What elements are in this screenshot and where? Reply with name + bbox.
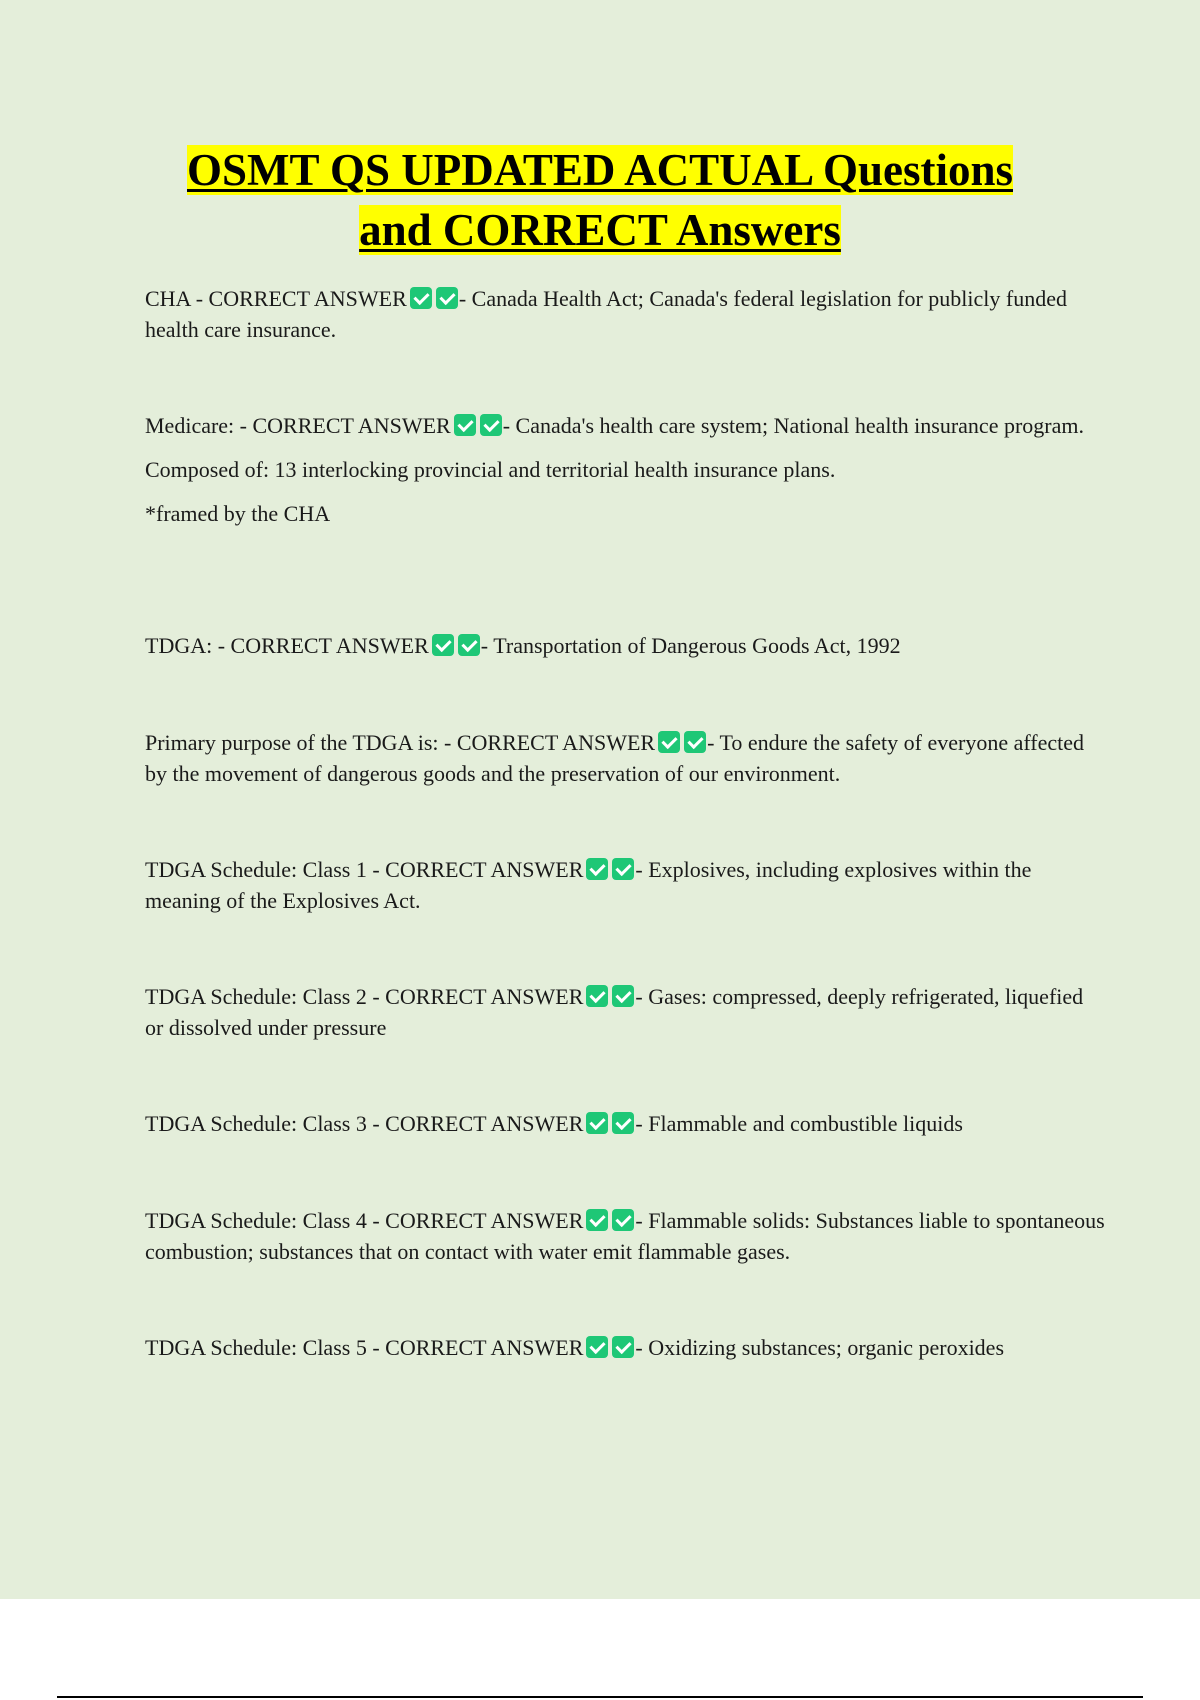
- title-line-2: and CORRECT Answers: [359, 205, 841, 255]
- qa-note-composition: Composed of: 13 interlocking provincial and territorial health insurance plans.: [145, 457, 836, 482]
- check-mark-button-icon: [612, 858, 634, 880]
- qa-answer: - Explosives, including explosives within the meaning of the Explosives Act.: [145, 857, 1032, 913]
- check-mark-button-icon: [658, 731, 680, 753]
- check-mark-button-icon: [684, 731, 706, 753]
- check-mark-button-icon: [612, 1209, 634, 1231]
- qa-term: Primary purpose of the TDGA is: - CORRECT ANSWER: [145, 730, 656, 755]
- qa-answer: - Flammable solids: Substances liable to spontaneous combustion; substances that on contact with water emit flammable gases.: [145, 1208, 1105, 1264]
- qa-term: CHA - CORRECT ANSWER: [145, 286, 407, 311]
- qa-answer: - Canada's health care system; National health insurance program.: [502, 413, 1084, 438]
- check-mark-button-icon: [586, 1112, 608, 1134]
- qa-text: [145, 630, 1105, 661]
- qa-entry-class-1: [145, 854, 1105, 916]
- check-mark-button-icon: [480, 414, 502, 436]
- qa-entry-class-3: [145, 1108, 1105, 1139]
- check-mark-button-icon: [612, 985, 634, 1007]
- check-mark-button-icon: [458, 634, 480, 656]
- check-mark-button-icon: [586, 985, 608, 1007]
- qa-text: [145, 854, 1105, 916]
- check-mark-button-icon: [410, 287, 432, 309]
- qa-entry-class-2: [145, 981, 1105, 1043]
- qa-term: TDGA: - CORRECT ANSWER: [145, 633, 429, 658]
- qa-entry-class-4: [145, 1205, 1105, 1267]
- qa-term: TDGA Schedule: Class 3 - CORRECT ANSWER: [145, 1111, 584, 1136]
- check-mark-button-icon: [436, 287, 458, 309]
- qa-text: [145, 1205, 1105, 1267]
- qa-text: [145, 1108, 1105, 1139]
- qa-text: [145, 1332, 1105, 1363]
- qa-answer: - Gases: compressed, deeply refrigerated, liquefied or dissolved under pressure: [145, 984, 1084, 1040]
- qa-entry-tdga-purpose: [145, 727, 1105, 789]
- qa-term: Medicare: - CORRECT ANSWER: [145, 413, 451, 438]
- qa-answer: - Flammable and combustible liquids: [635, 1111, 963, 1136]
- qa-answer: - Canada Health Act; Canada's federal legislation for publicly funded health care insurance.: [145, 286, 1067, 342]
- footer-divider: [57, 1696, 1143, 1698]
- title-line-1: OSMT QS UPDATED ACTUAL Questions: [187, 145, 1013, 195]
- qa-answer: - To endure the safety of everyone affected by the movement of dangerous goods and the preservation of our environment.: [145, 730, 1085, 786]
- qa-text: [145, 981, 1105, 1043]
- qa-entry-tdga: [145, 630, 1105, 661]
- qa-entry-class-5: [145, 1332, 1105, 1363]
- qa-text: [145, 410, 1105, 441]
- qa-term: TDGA Schedule: Class 1 - CORRECT ANSWER: [145, 857, 584, 882]
- qa-note-framed: *framed by the CHA: [145, 501, 331, 526]
- qa-answer: - Transportation of Dangerous Goods Act, 1992: [480, 633, 901, 658]
- qa-entry-cha: [145, 283, 1105, 345]
- qa-text: [145, 283, 1105, 345]
- qa-term: TDGA Schedule: Class 2 - CORRECT ANSWER: [145, 984, 584, 1009]
- check-mark-button-icon: [612, 1112, 634, 1134]
- check-mark-button-icon: [586, 1209, 608, 1231]
- qa-term: TDGA Schedule: Class 5 - CORRECT ANSWER: [145, 1335, 584, 1360]
- qa-text: [145, 727, 1105, 789]
- check-mark-button-icon: [612, 1336, 634, 1358]
- qa-entry-medicare: [145, 410, 1105, 529]
- check-mark-button-icon: [586, 858, 608, 880]
- check-mark-button-icon: [454, 414, 476, 436]
- check-mark-button-icon: [432, 634, 454, 656]
- document-title: [145, 140, 1055, 260]
- qa-answer: - Oxidizing substances; organic peroxides: [635, 1335, 1005, 1360]
- qa-term: TDGA Schedule: Class 4 - CORRECT ANSWER: [145, 1208, 584, 1233]
- check-mark-button-icon: [586, 1336, 608, 1358]
